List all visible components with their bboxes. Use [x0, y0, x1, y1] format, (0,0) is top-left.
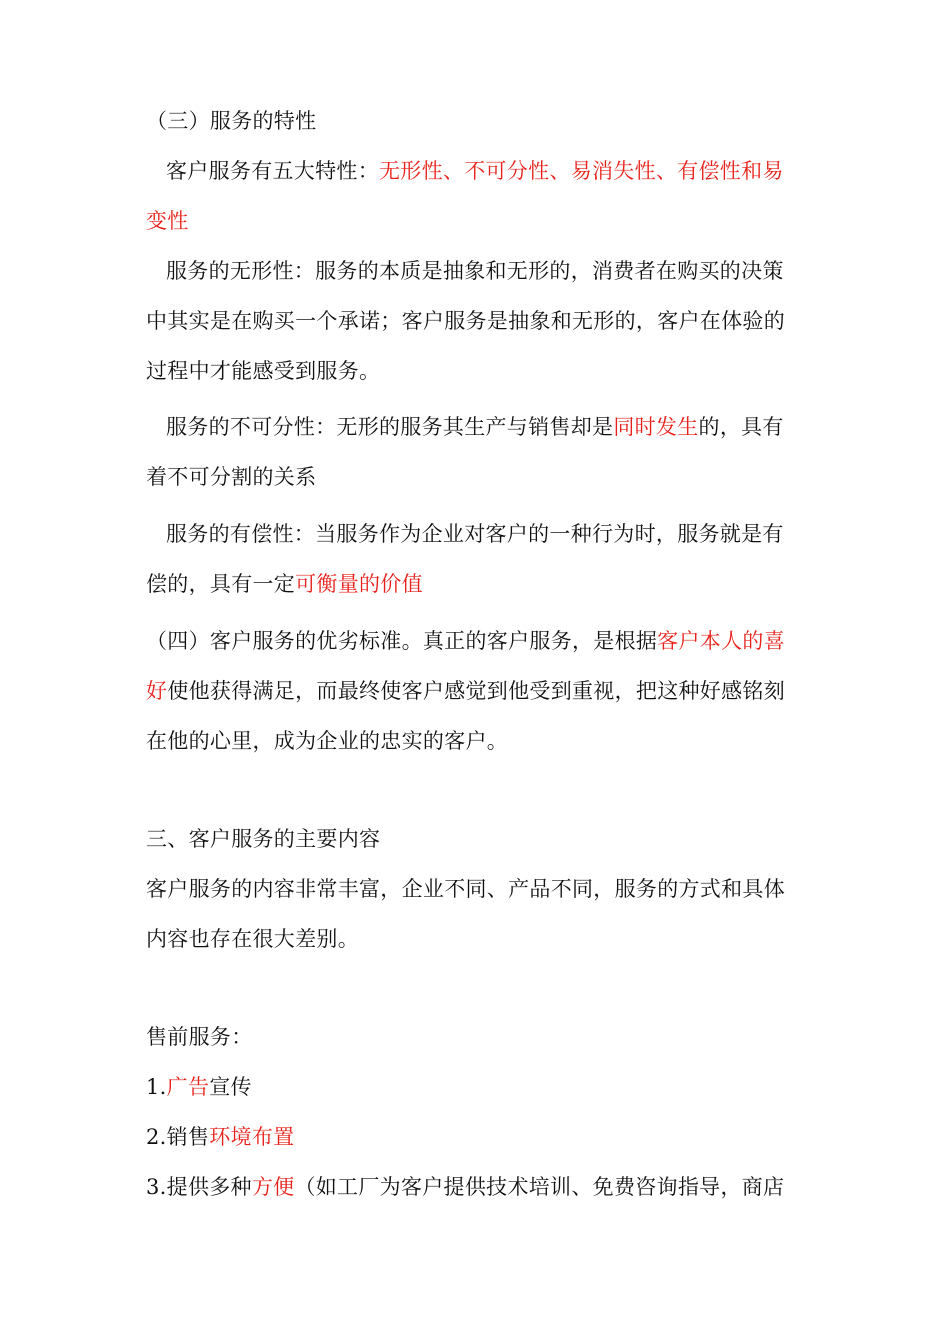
list-item [146, 1173, 784, 1201]
highlighted-text: 方便 [251, 1175, 295, 1199]
highlighted-text: 环境布置 [209, 1125, 295, 1149]
paragraph-content-line-2: 内容也存在很大差别。 [146, 927, 359, 951]
highlighted-text: 客户本人的喜 [657, 629, 786, 653]
highlighted-text: 同时发生 [613, 415, 699, 439]
text-segment: 的，具有 [698, 415, 784, 439]
text-segment: 销售 [166, 1125, 210, 1149]
text-segment: 服务的不可分性：无形的服务其生产与销售却是 [166, 415, 614, 439]
highlighted-text: 可衡量的价值 [295, 572, 423, 596]
text-segment: （四）客户服务的优劣标准。真正的客户服务，是根据 [146, 629, 658, 653]
paragraph-content-line-1: 客户服务的内容非常丰富，企业不同、产品不同，服务的方式和具体 [146, 877, 785, 901]
list-number: 2. [146, 1125, 167, 1149]
list-item [146, 1073, 252, 1101]
list-number: 1. [146, 1075, 167, 1099]
paragraph-compensation-line-1: 服务的有偿性：当服务作为企业对客户的一种行为时，服务就是有 [166, 522, 784, 546]
paragraph-intangibility-line-2: 中其实是在购买一个承诺；客户服务是抽象和无形的，客户在体验的 [146, 309, 785, 333]
paragraph-quality-standard-line-3: 在他的心里，成为企业的忠实的客户。 [146, 729, 509, 753]
paragraph-compensation-line-2 [146, 570, 423, 598]
text-segment: （如工厂为客户提供技术培训、免费咨询指导，商店 [294, 1175, 785, 1199]
paragraph-five-characteristics [166, 157, 784, 185]
highlighted-text: 好 [146, 679, 168, 703]
text-segment: 使他获得满足，而最终使客户感觉到他受到重视，把这种好感铭刻 [167, 679, 786, 703]
list-number: 3. [146, 1175, 167, 1199]
paragraph-inseparability-line-2: 着不可分割的关系 [146, 465, 317, 489]
section-heading-main-content: 三、客户服务的主要内容 [146, 827, 381, 851]
highlighted-text: 广告 [166, 1075, 210, 1099]
paragraph-quality-standard-line-2 [146, 677, 785, 705]
text-segment: 偿的，具有一定 [146, 572, 296, 596]
text-segment: 宣传 [209, 1075, 252, 1099]
highlighted-text: 变性 [146, 209, 189, 233]
highlighted-text: 无形性、不可分性、易消失性、有偿性和易 [379, 159, 784, 183]
list-item [146, 1123, 294, 1151]
presale-heading: 售前服务： [146, 1025, 253, 1049]
section-heading-service-characteristics: （三）服务的特性 [146, 109, 317, 133]
text-segment: 客户服务有五大特性： [166, 159, 379, 183]
paragraph-quality-standard-line-1 [146, 627, 785, 655]
text-segment: 提供多种 [166, 1175, 252, 1199]
paragraph-inseparability-line-1 [166, 413, 784, 441]
paragraph-intangibility-line-1: 服务的无形性：服务的本质是抽象和无形的，消费者在购买的决策 [166, 259, 784, 283]
paragraph-intangibility-line-3: 过程中才能感受到服务。 [146, 359, 381, 383]
